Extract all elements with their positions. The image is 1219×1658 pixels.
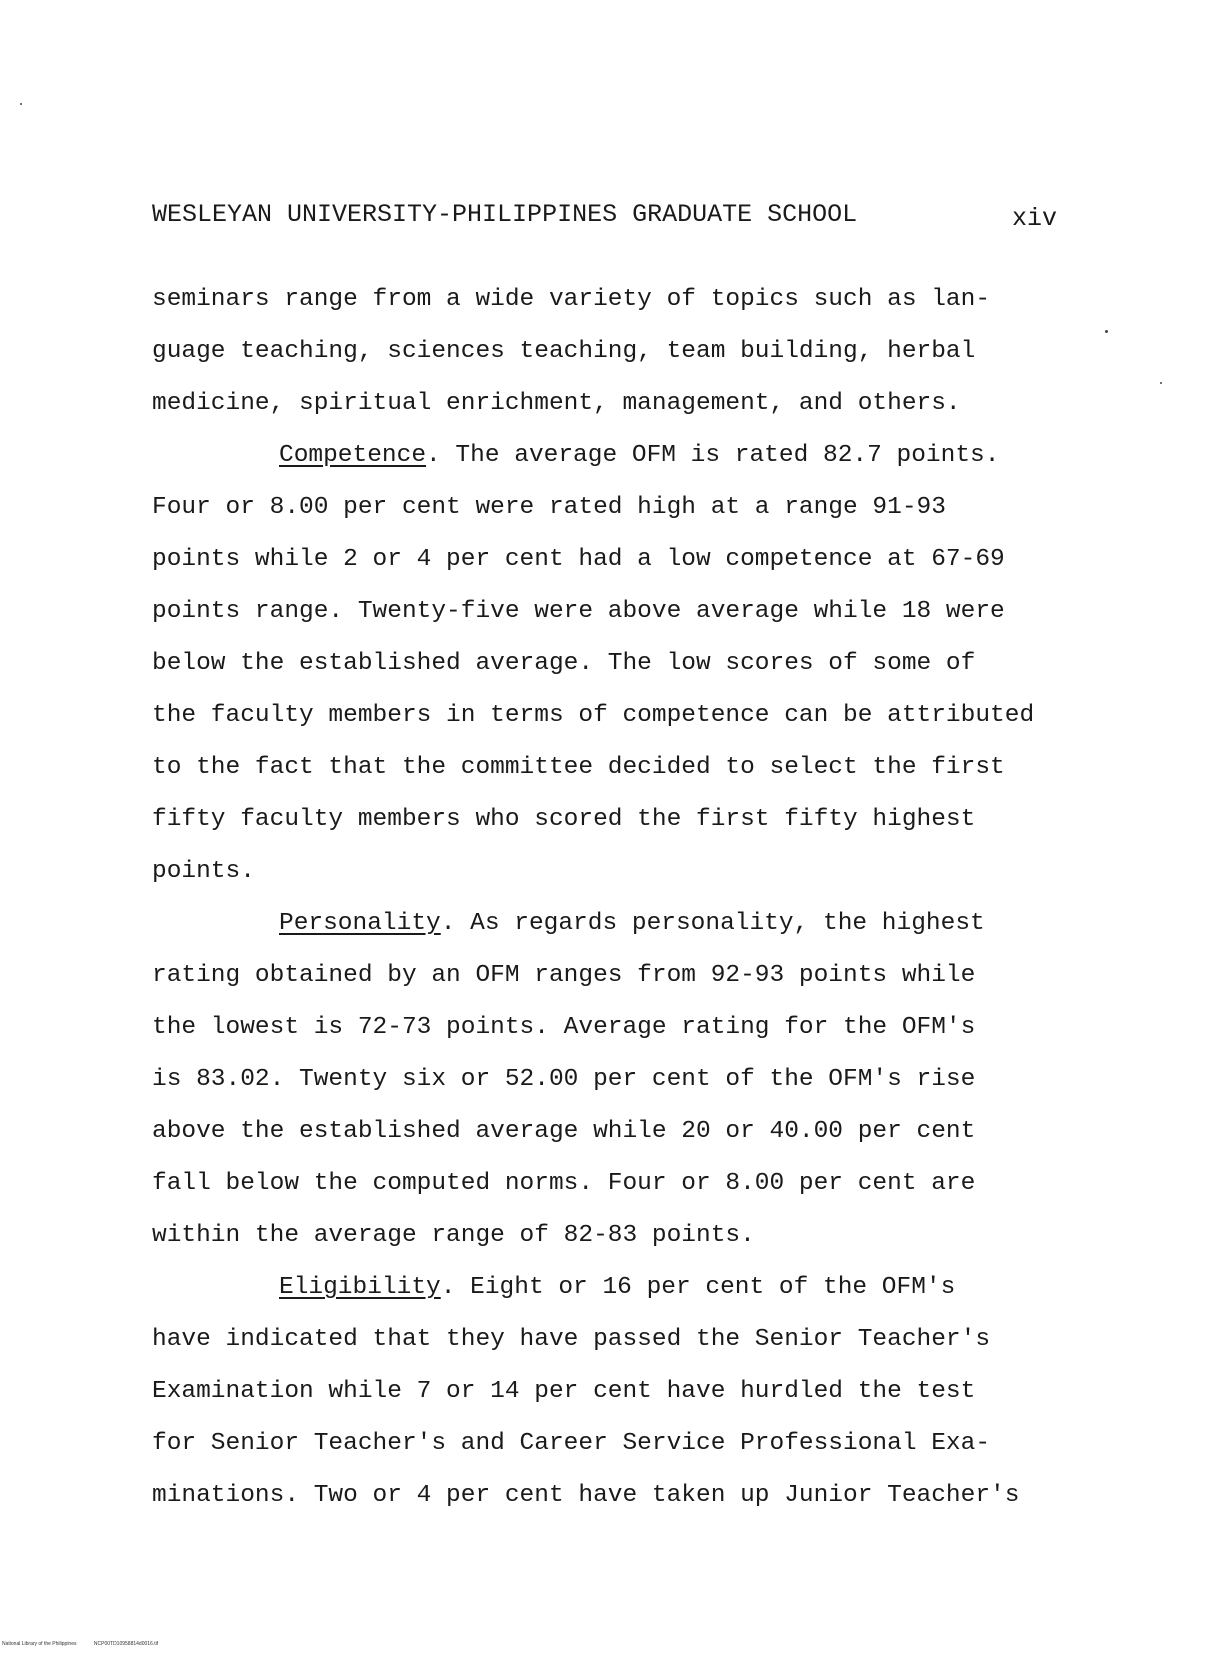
scan-speck — [1105, 330, 1108, 333]
text-line: within the average range of 82-83 points. — [152, 1222, 755, 1249]
body-text — [152, 274, 1092, 1522]
personality-first-line — [152, 898, 1092, 950]
text-line: the faculty members in terms of competence can be attributed — [152, 702, 1035, 729]
scan-footer — [2, 1641, 174, 1647]
page-number: xiv — [1011, 204, 1057, 233]
text-line: for Senior Teacher's and Career Service Professional Exa- — [152, 1430, 991, 1457]
text-line: to the fact that the committee decided to select the first — [152, 754, 1005, 781]
text-line: fall below the computed norms. Four or 8.00 per cent are — [152, 1170, 976, 1197]
scan-speck — [20, 103, 22, 105]
competence-heading: Competence — [279, 442, 427, 469]
personality-heading: Personality — [279, 910, 441, 937]
text-line: above the established average while 20 or 40.00 per cent — [152, 1118, 976, 1145]
text-line: minations. Two or 4 per cent have taken up Junior Teacher's — [152, 1482, 1020, 1509]
text-line: is 83.02. Twenty six or 52.00 per cent of the OFM's rise — [152, 1066, 976, 1093]
file-code: NCP00TD10958814d0016.tif — [93, 1641, 159, 1647]
text-line: fifty faculty members who scored the first fifty highest — [152, 806, 976, 833]
eligibility-first-line — [152, 1262, 1092, 1314]
text-line: Four or 8.00 per cent were rated high at a range 91-93 — [152, 494, 946, 521]
text-line: points while 2 or 4 per cent had a low competence at 67-69 — [152, 546, 1005, 573]
text-fragment: . Eight or 16 per cent of the OFM's — [440, 1274, 956, 1301]
scan-speck — [1160, 382, 1162, 384]
eligibility-heading: Eligibility — [279, 1274, 441, 1301]
text-line: seminars range from a wide variety of topics such as lan- — [152, 286, 991, 313]
text-line: points. — [152, 858, 255, 885]
text-line: medicine, spiritual enrichment, management, and others. — [152, 390, 961, 417]
text-line: guage teaching, sciences teaching, team building, herbal — [152, 338, 976, 365]
text-line: rating obtained by an OFM ranges from 92-93 points while — [152, 962, 976, 989]
text-fragment: . The average OFM is rated 82.7 points. — [426, 442, 1000, 469]
school-name: WESLEYAN UNIVERSITY-PHILIPPINES GRADUATE SCHOOL — [152, 200, 858, 229]
library-credit: National Library of the Philippines — [2, 1641, 77, 1647]
text-line: below the established average. The low scores of some of — [152, 650, 976, 677]
text-line: points range. Twenty-five were above average while 18 were — [152, 598, 1005, 625]
running-header — [152, 200, 1057, 240]
text-line: Examination while 7 or 14 per cent have hurdled the test — [152, 1378, 976, 1405]
text-line: have indicated that they have passed the Senior Teacher's — [152, 1326, 991, 1353]
text-fragment: . As regards personality, the highest — [440, 910, 985, 937]
competence-first-line — [152, 430, 1092, 482]
text-line: the lowest is 72-73 points. Average rating for the OFM's — [152, 1014, 976, 1041]
